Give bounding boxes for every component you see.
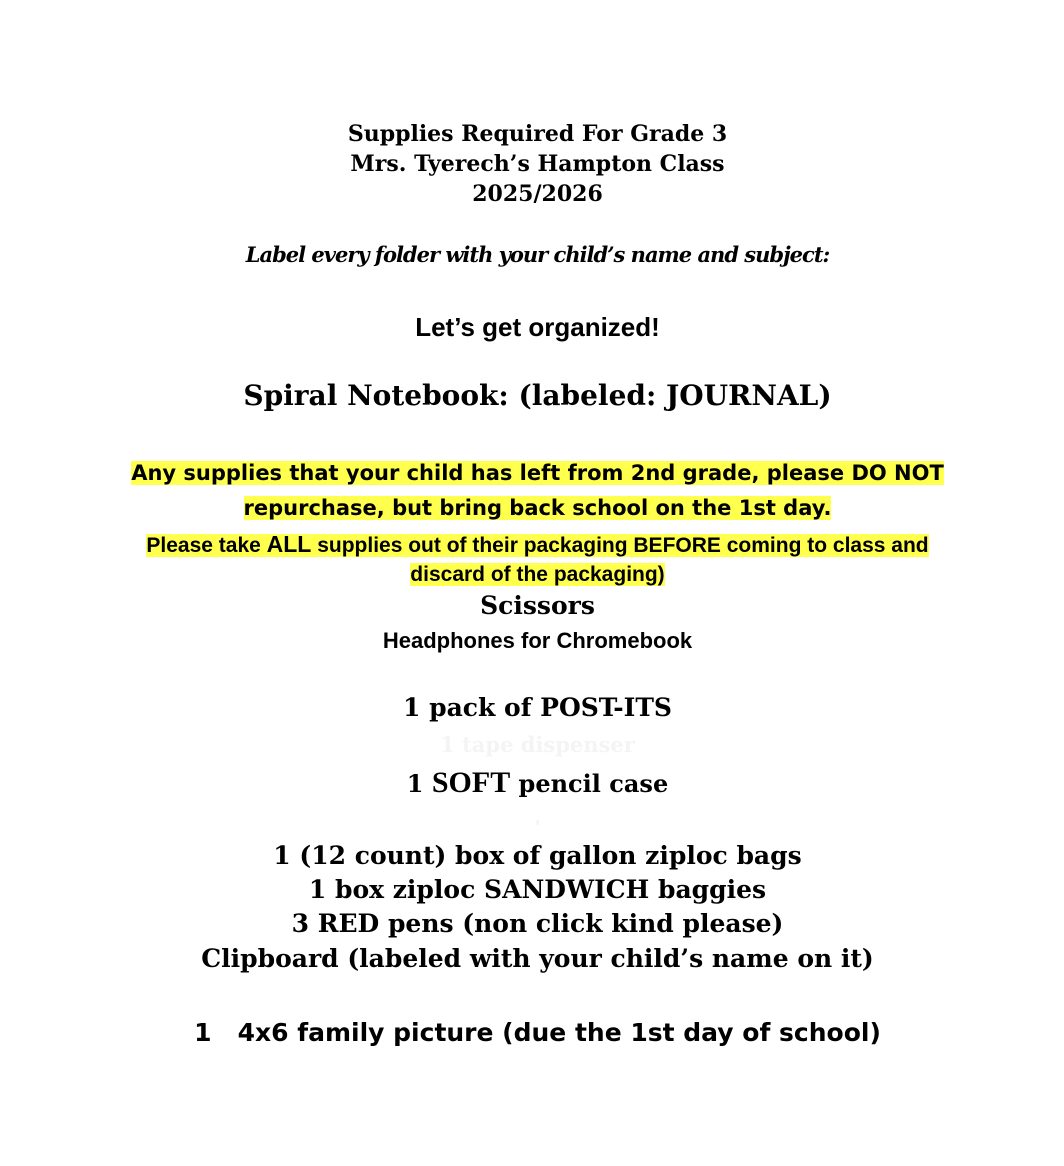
pencil-case-description: pencil case [510,769,669,798]
faded-item: 1 tape dispenser [440,732,635,757]
school-year: 2025/2026 [472,181,603,207]
scissors-item: Scissors [480,591,595,620]
pencil-case-quantity: 1 [406,769,432,798]
pencil-case-item [0,766,1064,801]
clipboard-item: Clipboard (labeled with your child’s name on it) [201,944,874,973]
family-picture-item: 1 4x6 family picture (due the 1st day of school) [194,1018,881,1047]
document-title: Supplies Required For Grade 3 [347,121,728,147]
highlighted-text: repurchase, but bring back school on the 1st day. [243,496,832,520]
faded-mark: ' [534,815,541,839]
highlighted-text: Any supplies that your child has left from 2nd grade, please DO NOT [131,461,944,485]
highlighted-text: discard of the packaging) [410,563,665,586]
packaging-text-all: ALL [266,531,312,557]
packaging-notice-line-1 [0,529,1064,561]
headphones-item: Headphones for Chromebook [382,628,693,653]
leftover-notice-line-2 [0,492,1064,524]
packaging-notice-line-2 [0,560,1064,590]
packaging-text-a: Please take [146,534,267,557]
leftover-notice-line-1 [0,457,1064,489]
class-name: Mrs. Tyerech’s Hampton Class [350,151,725,177]
highlighted-text [146,531,929,557]
motto-heading: Let’s get organized! [415,312,660,342]
red-pens-item: 3 RED pens (non click kind please) [291,909,784,938]
label-instruction: Label every folder with your child’s name and subject: [245,242,830,267]
gallon-bags-item: 1 (12 count) box of gallon ziploc bags [273,841,802,870]
packaging-text-b: supplies out of their packaging BEFORE coming to class and [311,534,929,557]
sandwich-bags-item: 1 box ziploc SANDWICH baggies [308,875,767,904]
pencil-case-soft: SOFT [431,766,511,799]
spiral-notebook-item: Spiral Notebook: (labeled: JOURNAL) [243,379,832,412]
post-its-item: 1 pack of POST-ITS [403,693,672,722]
